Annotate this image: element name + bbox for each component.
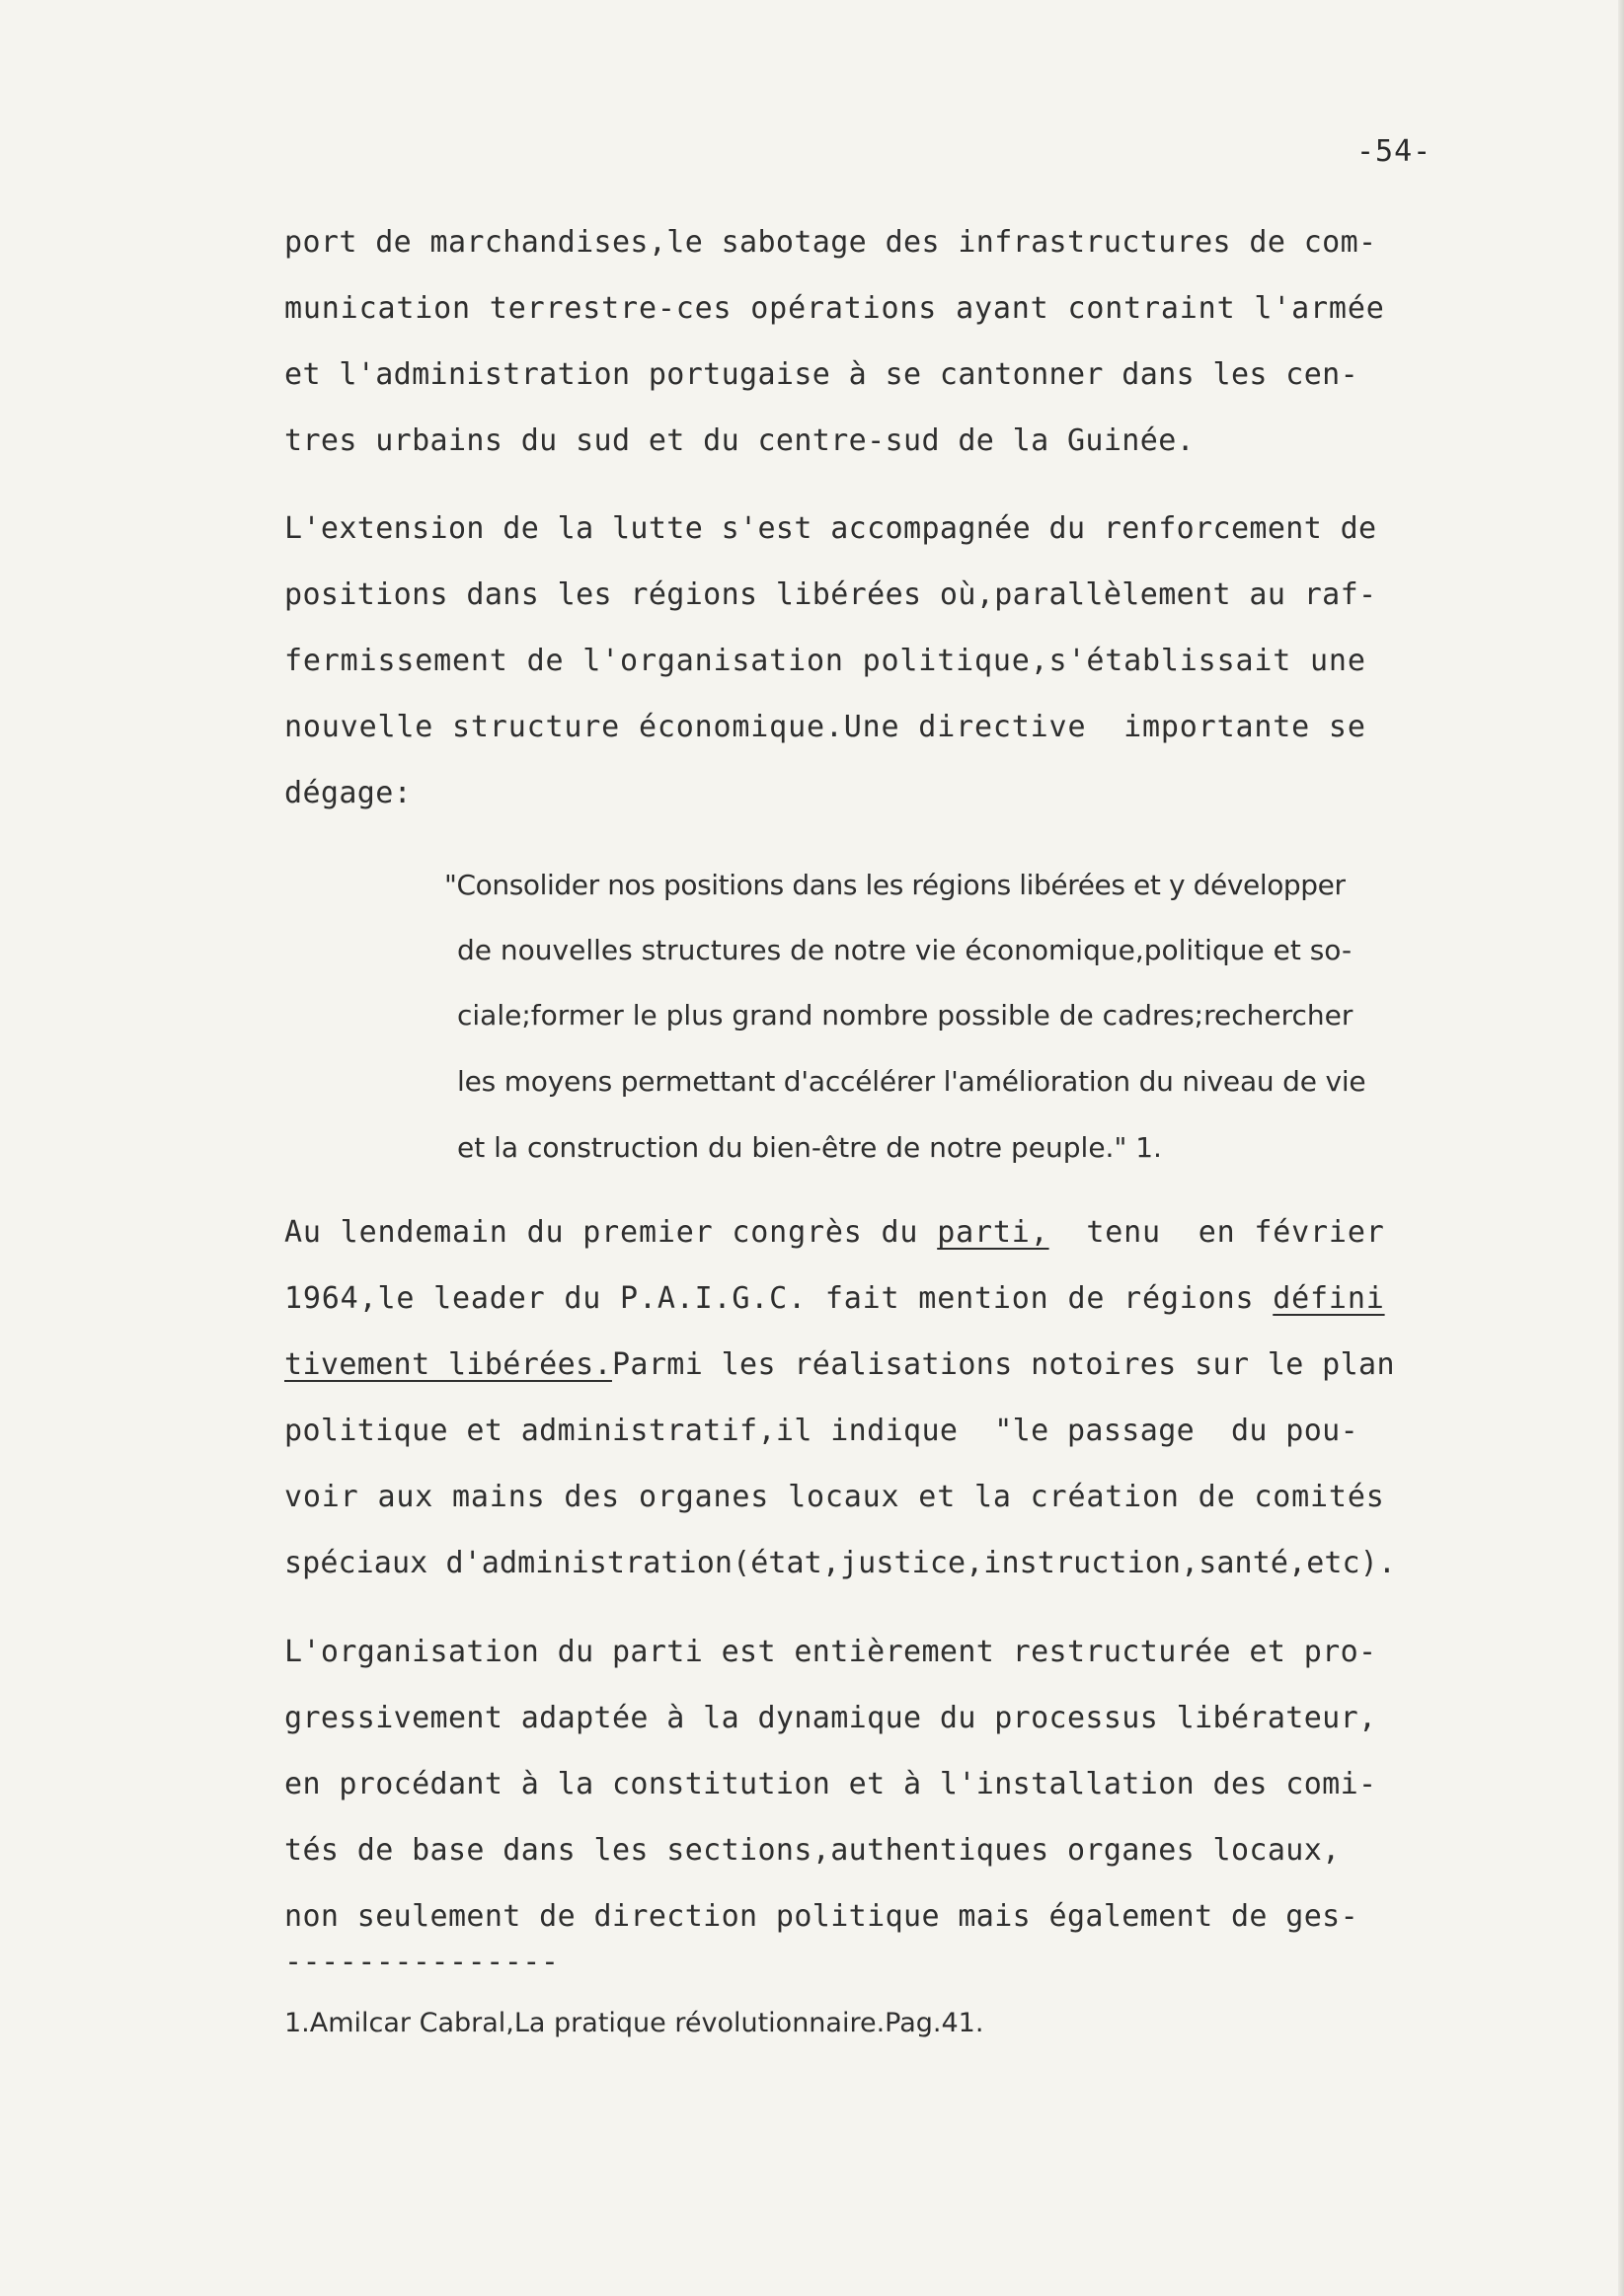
page-edge-shadow: [1618, 0, 1624, 2296]
body-line: munication terrestre-ces opérations ayant contraint l'armée: [284, 291, 1385, 326]
body-line: gressivement adaptée à la dynamique du processus libérateur,: [284, 1701, 1377, 1735]
body-line: politique et administratif,il indique "le passage du pou-: [284, 1414, 1359, 1448]
body-line: [284, 1347, 1395, 1383]
body-line: en procédant à la constitution et à l'installation des comi-: [284, 1767, 1377, 1801]
text-span: Parmi les réalisations notoires sur le plan: [611, 1347, 1395, 1382]
body-line: [284, 1215, 1385, 1251]
body-line: fermissement de l'organisation politique,s'établissait une: [284, 644, 1366, 678]
body-line: dégage:: [284, 776, 413, 810]
body-line: tés de base dans les sections,authentiques organes locaux,: [284, 1833, 1341, 1868]
body-line: port de marchandises,le sabotage des infrastructures de com-: [284, 225, 1377, 260]
body-line: L'organisation du parti est entièrement restructurée et pro-: [284, 1635, 1377, 1669]
text-span: Au lendemain du premier congrès du: [284, 1215, 938, 1250]
underlined-text: défini: [1273, 1281, 1385, 1316]
quote-line: et la construction du bien-être de notre peuple." 1.: [457, 1131, 1162, 1164]
body-line: positions dans les régions libérées où,parallèlement au raf-: [284, 577, 1377, 612]
underlined-text: parti,: [937, 1215, 1049, 1250]
body-line: L'extension de la lutte s'est accompagnée du renforcement de: [284, 511, 1377, 546]
quote-line: les moyens permettant d'accélérer l'amélioration du niveau de vie: [457, 1065, 1366, 1098]
body-line: non seulement de direction politique mais également de ges-: [284, 1899, 1359, 1934]
body-line: [284, 1281, 1385, 1317]
footnote-separator: ---------------: [284, 1945, 560, 1979]
body-line: nouvelle structure économique.Une directive importante se: [284, 710, 1366, 744]
quote-line: "Consolider nos positions dans les régions libérées et y développer: [444, 869, 1346, 901]
body-line: et l'administration portugaise à se cantonner dans les cen-: [284, 357, 1359, 392]
text-span: tenu en février: [1048, 1215, 1385, 1250]
body-line: voir aux mains des organes locaux et la création de comités: [284, 1480, 1385, 1514]
body-line: spéciaux d'administration(état,justice,instruction,santé,etc).: [284, 1546, 1397, 1580]
quote-line: de nouvelles structures de notre vie économique,politique et so-: [457, 934, 1353, 966]
body-line: tres urbains du sud et du centre-sud de la Guinée.: [284, 423, 1196, 458]
underlined-text: tivement libérées.: [284, 1347, 612, 1382]
text-span: 1964,le leader du P.A.I.G.C. fait mention de régions: [284, 1281, 1274, 1316]
page-number: -54-: [1356, 134, 1432, 169]
quote-line: ciale;former le plus grand nombre possible de cadres;rechercher: [457, 999, 1353, 1032]
footnote: 1.Amilcar Cabral,La pratique révolutionnaire.Pag.41.: [284, 2008, 984, 2038]
